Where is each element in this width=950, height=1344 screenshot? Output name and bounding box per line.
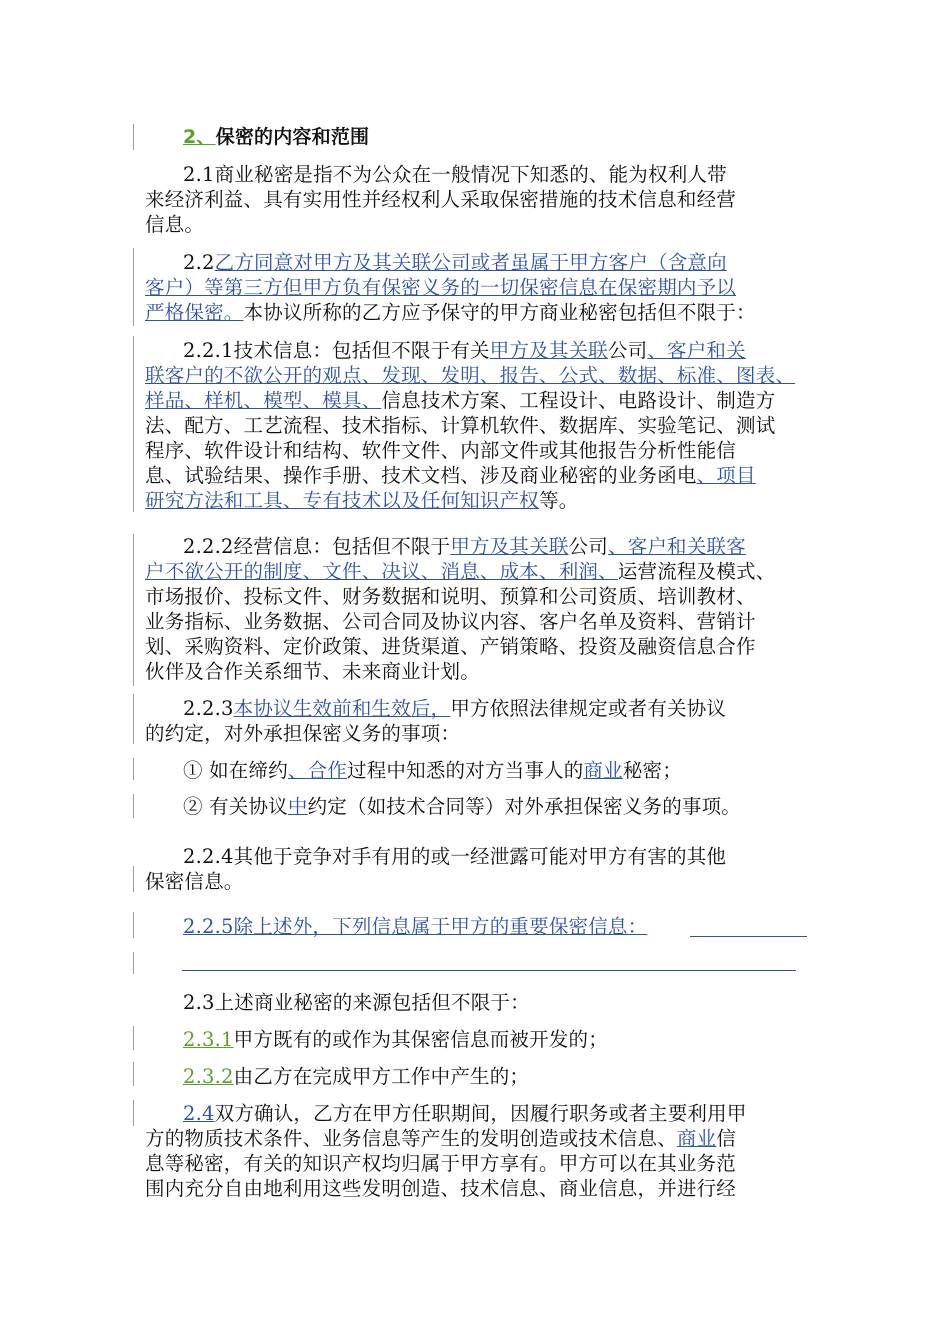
inserted-text: 乙方同意对甲方及其关联公司或者虽属于甲方客户（含意向	[214, 251, 727, 274]
text-span: 2.2.1技术信息：包括但不限于有关	[183, 339, 490, 362]
text-line: 伙伴及合作关系细节、未来商业计划。	[145, 660, 480, 683]
text-span: 双方确认，乙方在甲方任职期间，因履行职务或者主要利用甲	[214, 1102, 747, 1125]
paragraph-2-4	[145, 1101, 807, 1201]
inserted-text: 中	[287, 795, 308, 818]
clause-number: 2.2	[183, 251, 215, 274]
fill-in-blank-line	[182, 970, 796, 971]
text-line: 2.1商业秘密是指不为公众在一般情况下知悉的、能为权利人带	[183, 163, 727, 186]
text-span: 秘密；	[622, 759, 682, 782]
text-line: 业务指标、业务数据、公司合同及协议内容、客户名单及资料、营销计	[145, 610, 756, 633]
text-span: ① 如在缔约	[183, 759, 288, 782]
text-span: 等。	[539, 489, 579, 512]
list-item-1	[145, 758, 807, 783]
change-bar	[133, 952, 134, 974]
text-span: 本协议所称的乙方应予保守的甲方商业秘密包括但不限于：	[243, 301, 756, 324]
text-span: 过程中知悉的对方当事人的	[347, 759, 584, 782]
change-bar	[133, 758, 134, 780]
clause-number: 2.4	[183, 1102, 215, 1125]
list-item-2	[145, 794, 807, 819]
inserted-text: 研究方法和工具、专有技术以及任何知识产权	[145, 489, 540, 512]
text-span: 信	[716, 1127, 737, 1150]
inserted-text: 甲方及其关联	[450, 535, 569, 558]
text-span: 甲方依照法律规定或者有关协议	[450, 697, 727, 720]
text-span: 运营流程及模式、	[617, 560, 776, 583]
inserted-text: 甲方及其关联	[489, 339, 608, 362]
text-line: 信息。	[145, 213, 205, 236]
inserted-text: 2.2.5除上述外，下列信息属于甲方的重要保密信息：	[183, 915, 648, 938]
text-span: 约定（如技术合同等）对外承担保密义务的事项。	[307, 795, 742, 818]
heading-title: 保密的内容和范围	[215, 126, 370, 148]
change-bar	[133, 912, 134, 938]
inserted-text: 本协议生效前和生效后，	[233, 697, 451, 720]
text-line: 息等秘密，有关的知识产权均归属于甲方享有。甲方可以在其业务范	[145, 1152, 737, 1175]
clause-number: 2.3.2	[183, 1065, 234, 1088]
inserted-text: 严格保密。	[145, 301, 244, 324]
paragraph-2-2-2	[145, 534, 807, 684]
paragraph-2-2-1	[145, 338, 807, 513]
change-bar	[133, 534, 134, 686]
text-line: 程序、软件设计和结构、软件文件、内部文件或其他报告分析性能信	[145, 439, 737, 462]
text-line: 围内充分自由地利用这些发明创造、技术信息、商业信息，并进行经	[145, 1177, 737, 1200]
change-bar	[133, 866, 134, 892]
text-span: 方的物质技术条件、业务信息等产生的发明创造或技术信息、	[145, 1127, 677, 1150]
text-span: 公司	[568, 535, 608, 558]
change-bar	[133, 1062, 134, 1086]
text-line: 法、配方、工艺流程、技术指标、计算机软件、数据库、实验笔记、测试	[145, 414, 776, 437]
paragraph-2-1	[145, 162, 807, 237]
text-line: 来经济利益、具有实用性并经权利人采取保密措施的技术信息和经营	[145, 188, 737, 211]
change-bar	[133, 694, 134, 744]
text-span: 息、试验结果、操作手册、技术文档、涉及商业秘密的业务函电	[145, 464, 697, 487]
text-line: 市场报价、投标文件、财务数据和说明、预算和公司资质、培训教材、	[145, 585, 756, 608]
inserted-text: 、客户和关联客	[607, 535, 746, 558]
inserted-text: 户不欲公开的制度、文件、决议、消息、成本、利润、	[145, 560, 618, 583]
change-bar	[133, 794, 134, 818]
change-bar	[133, 1026, 134, 1050]
fill-in-blank-line	[690, 936, 807, 937]
paragraph-2-3-1	[145, 1027, 807, 1052]
paragraph-2-3-2	[145, 1064, 807, 1089]
paragraph-2-3	[145, 990, 807, 1015]
clause-number: 2.2.3	[183, 697, 234, 720]
inserted-text: 客户）等第三方但甲方负有保密义务的一切保密信息在保密期内予以	[145, 276, 737, 299]
clause-number: 2.3.1	[183, 1028, 234, 1051]
inserted-text: 商业	[676, 1127, 717, 1150]
text-span: ② 有关协议	[183, 795, 288, 818]
text-line: 2.2.4其他于竞争对手有用的或一经泄露可能对甲方有害的其他	[183, 845, 727, 868]
section-heading	[145, 124, 807, 150]
text-span: 甲方既有的或作为其保密信息而被开发的；	[233, 1028, 608, 1051]
heading-number: 2、	[183, 126, 216, 148]
text-line: 2.3上述商业秘密的来源包括但不限于：	[183, 991, 530, 1014]
inserted-text: 、合作	[287, 759, 348, 782]
inserted-text: 、项目	[696, 464, 756, 487]
change-bar	[133, 1100, 134, 1126]
text-line: 保密信息。	[145, 870, 244, 893]
text-span: 公司	[607, 339, 648, 362]
text-line: 的约定，对外承担保密义务的事项：	[145, 722, 461, 745]
change-bar	[133, 336, 134, 512]
inserted-text: 、客户和关	[647, 339, 746, 362]
inserted-text: 样品、样机、模型、模具、	[145, 389, 382, 412]
change-bar	[133, 124, 134, 150]
inserted-text: 商业	[583, 759, 623, 782]
text-span: 2.2.2经营信息：包括但不限于	[183, 535, 451, 558]
inserted-text: 联客户的不欲公开的观点、发现、发明、报告、公式、数据、标准、图表、	[145, 364, 796, 387]
paragraph-2-2-4	[145, 844, 807, 894]
text-span: 由乙方在完成甲方工作中产生的；	[233, 1065, 530, 1088]
text-line: 划、采购资料、定价政策、进货渠道、产销策略、投资及融资信息合作	[145, 635, 756, 658]
paragraph-2-2-3	[145, 696, 807, 746]
paragraph-2-2	[145, 250, 807, 325]
change-bar	[133, 248, 134, 326]
text-span: 信息技术方案、工程设计、电路设计、制造方	[381, 389, 776, 412]
